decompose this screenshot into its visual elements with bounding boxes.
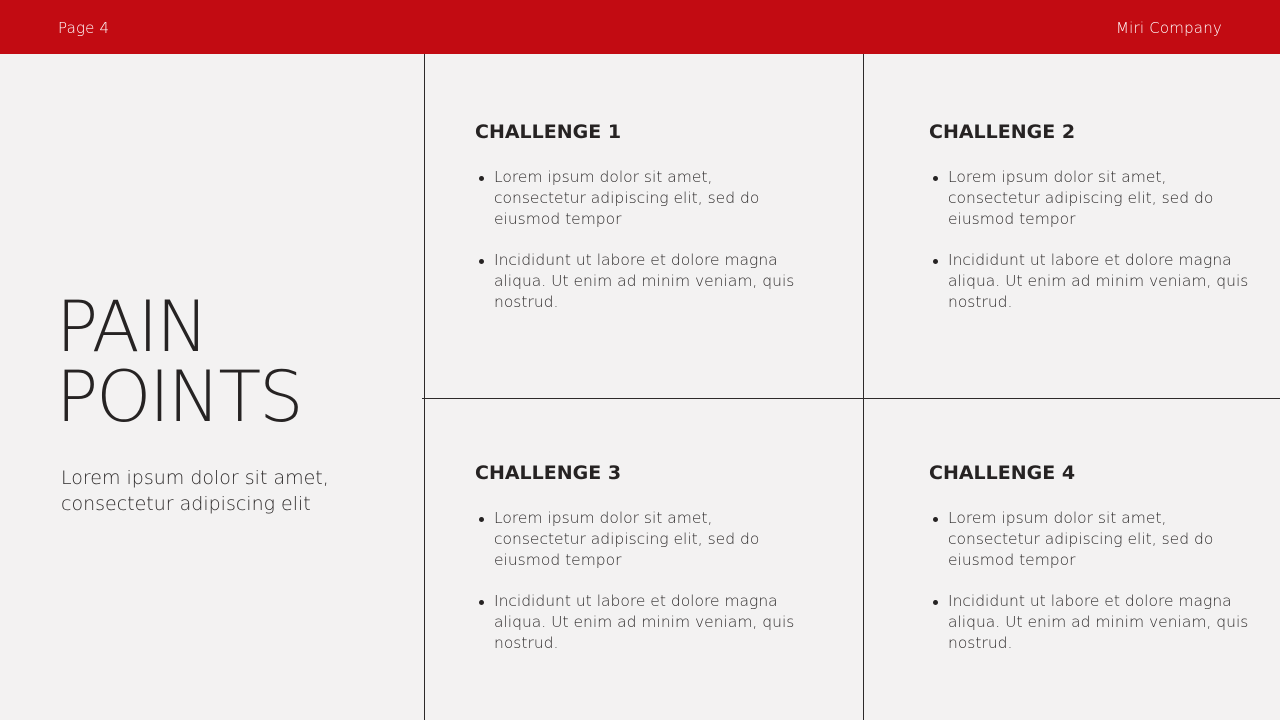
bullet-list: [929, 167, 1249, 313]
challenge-card-1: [475, 120, 795, 333]
vertical-divider-right: [863, 54, 864, 720]
header-bar: [0, 0, 1280, 54]
bullet-list: [475, 167, 795, 313]
page-subtitle: Lorem ipsum dolor sit amet, consectetur adipiscing elit: [61, 467, 329, 515]
bullet-item: Lorem ipsum dolor sit amet, consectetur adipiscing elit, sed do eiusmod tempor: [929, 508, 1249, 571]
bullet-list: [475, 508, 795, 654]
bullet-item: Lorem ipsum dolor sit amet, consectetur adipiscing elit, sed do eiusmod tempor: [475, 167, 795, 230]
challenge-title: CHALLENGE 2: [929, 121, 1076, 143]
challenge-card-4: [929, 461, 1249, 674]
company-name: Miri Company: [1116, 19, 1222, 37]
page-title: [56, 286, 302, 438]
page-title-line-2: POINTS: [56, 356, 302, 438]
challenge-card-2: [929, 120, 1249, 333]
challenge-title: CHALLENGE 3: [475, 462, 622, 484]
bullet-item: Lorem ipsum dolor sit amet, consectetur adipiscing elit, sed do eiusmod tempor: [929, 167, 1249, 230]
challenge-title: CHALLENGE 4: [929, 462, 1076, 484]
bullet-item: Incididunt ut labore et dolore magna aliqua. Ut enim ad minim veniam, quis nostrud.: [475, 250, 795, 313]
bullet-item: Incididunt ut labore et dolore magna aliqua. Ut enim ad minim veniam, quis nostrud.: [475, 591, 795, 654]
challenge-title: CHALLENGE 1: [475, 121, 622, 143]
page-number: Page 4: [58, 19, 110, 37]
challenge-card-3: [475, 461, 795, 674]
bullet-item: Incididunt ut labore et dolore magna aliqua. Ut enim ad minim veniam, quis nostrud.: [929, 591, 1249, 654]
page-title-line-1: PAIN: [56, 286, 207, 368]
horizontal-divider: [422, 398, 1280, 399]
vertical-divider-left: [424, 54, 425, 720]
bullet-list: [929, 508, 1249, 654]
bullet-item: Incididunt ut labore et dolore magna aliqua. Ut enim ad minim veniam, quis nostrud.: [929, 250, 1249, 313]
bullet-item: Lorem ipsum dolor sit amet, consectetur adipiscing elit, sed do eiusmod tempor: [475, 508, 795, 571]
